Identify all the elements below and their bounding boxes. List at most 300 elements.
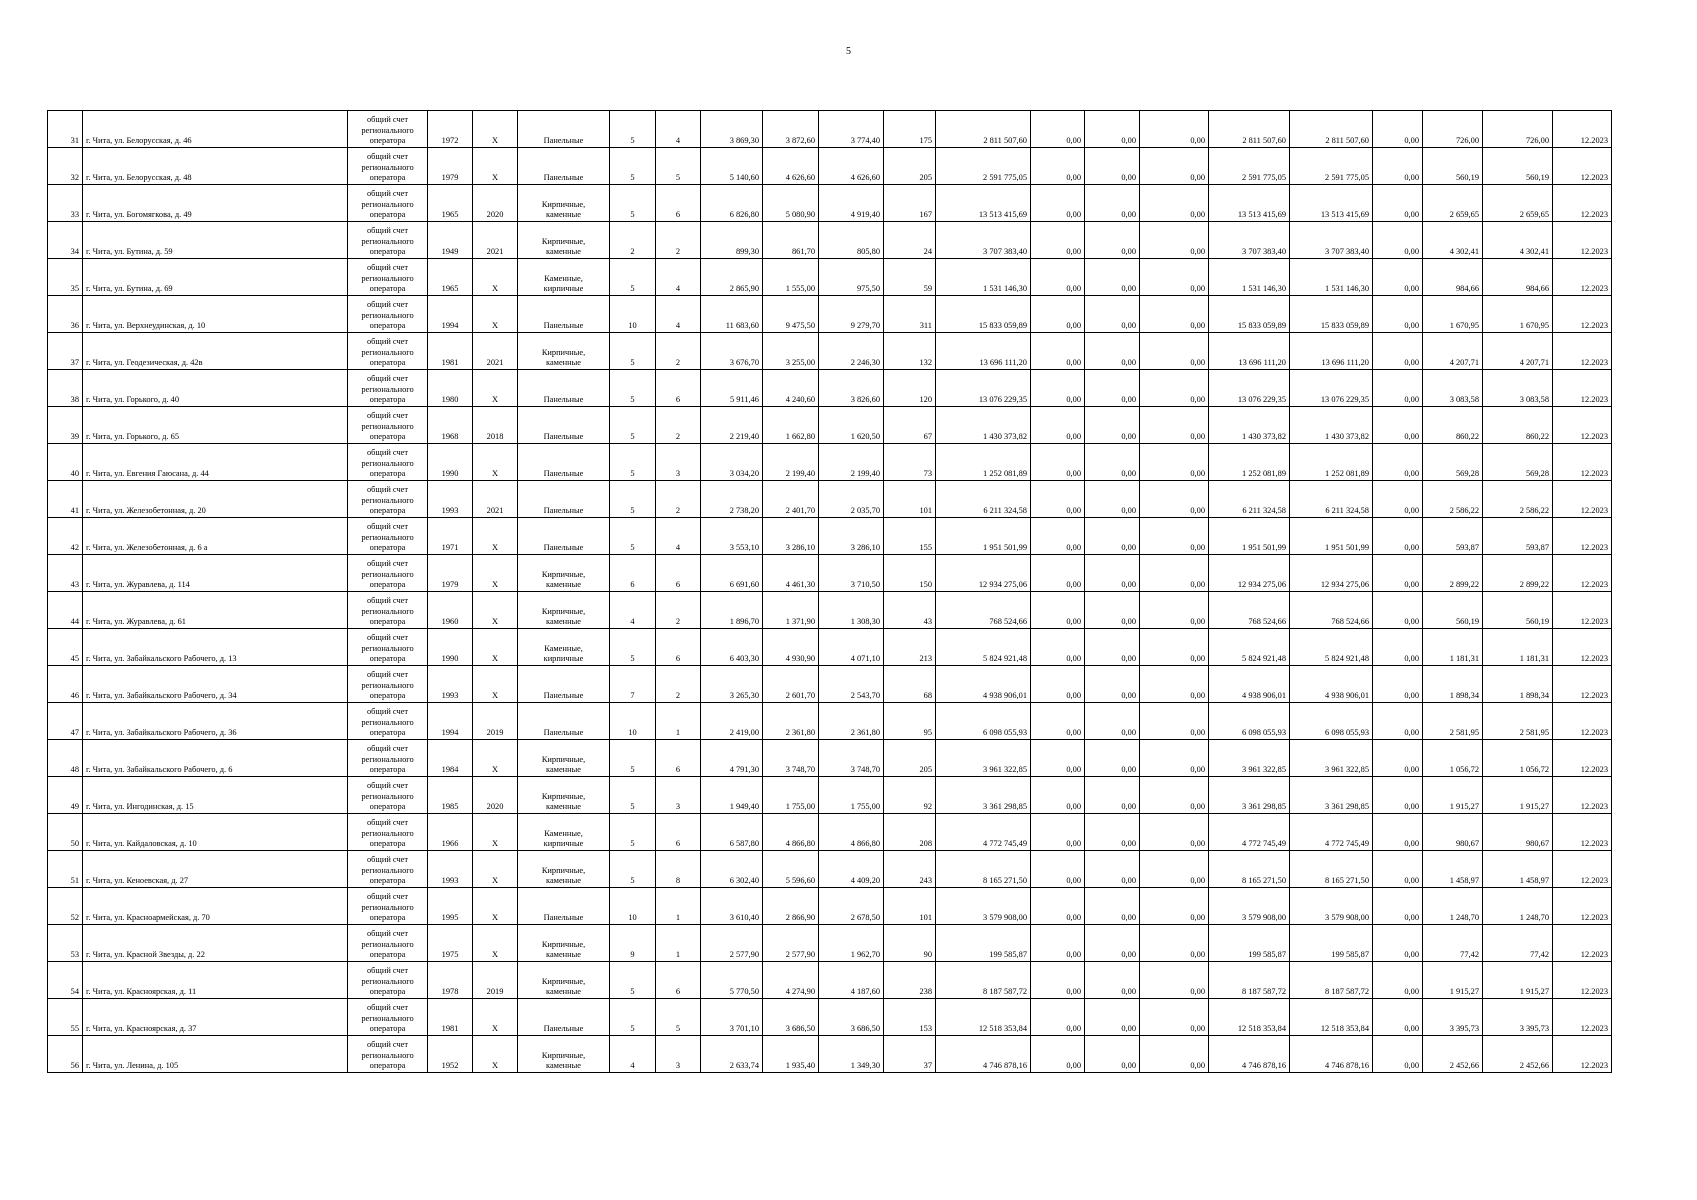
unit-cost-max-cell: 4 207,71: [1483, 333, 1553, 370]
account-cell-line: общий счет: [366, 484, 409, 494]
floors-cell: 5: [610, 814, 656, 851]
fund-other-cell: 0,00: [1373, 851, 1423, 888]
cost-total-cell: 4 772 745,49: [936, 814, 1031, 851]
fund-region-cell: 0,00: [1085, 222, 1140, 259]
account-cell-line: оператора: [369, 654, 406, 664]
address-cell: г. Чита, ул. Кайдаловская, д. 10: [83, 814, 348, 851]
fund-local-cell: 0,00: [1140, 962, 1209, 999]
fund-other-cell: 0,00: [1373, 888, 1423, 925]
residents-cell: 101: [884, 888, 936, 925]
cost-total-cell: 8 187 587,72: [936, 962, 1031, 999]
fund-federal-cell: 0,00: [1031, 962, 1085, 999]
entrances-cell: 6: [656, 185, 701, 222]
account-cell-line: оператора: [369, 432, 406, 442]
account-cell-line: общий счет: [366, 410, 409, 420]
unit-cost-cell: 1 181,31: [1423, 629, 1483, 666]
account-cell-line: оператора: [369, 247, 406, 257]
floors-cell: 5: [610, 148, 656, 185]
row-number: 53: [48, 925, 83, 962]
address-cell: г. Чита, ул. Забайкальского Рабочего, д. 34: [83, 666, 348, 703]
floors-cell: 10: [610, 888, 656, 925]
address-cell: г. Чита, ул. Белорусская, д. 48: [83, 148, 348, 185]
fund-owners-total-cell: 4 746 878,16: [1290, 1036, 1373, 1073]
fund-region-cell: 0,00: [1085, 703, 1140, 740]
fund-region-cell: 0,00: [1085, 518, 1140, 555]
account-cell-line: регионального: [361, 532, 414, 542]
fund-other-cell: 0,00: [1373, 999, 1423, 1036]
fund-local-cell: 0,00: [1140, 888, 1209, 925]
fund-other-cell: 0,00: [1373, 333, 1423, 370]
entrances-cell: 3: [656, 444, 701, 481]
area-living-cell: 2 361,80: [819, 703, 884, 740]
entrances-cell: 4: [656, 296, 701, 333]
deadline-cell: 12.2023: [1553, 407, 1612, 444]
wall-material-cell-line: каменные: [546, 210, 581, 220]
account-cell-line: регионального: [361, 199, 414, 209]
account-cell: [348, 148, 428, 185]
entrances-cell: 2: [656, 333, 701, 370]
table-row: [48, 592, 1612, 629]
account-cell-line: регионального: [361, 310, 414, 320]
fund-owners-total-cell: 1 430 373,82: [1290, 407, 1373, 444]
residents-cell: 67: [884, 407, 936, 444]
year-overhaul-cell: 2020: [473, 777, 518, 814]
wall-material-cell-line: Панельные: [543, 173, 584, 183]
table-row: [48, 814, 1612, 851]
row-number: 39: [48, 407, 83, 444]
cost-total-cell: 768 524,66: [936, 592, 1031, 629]
entrances-cell: 8: [656, 851, 701, 888]
floors-cell: 5: [610, 518, 656, 555]
area-total-cell: 2 865,90: [701, 259, 763, 296]
table-row: [48, 666, 1612, 703]
entrances-cell: 6: [656, 555, 701, 592]
year-overhaul-cell: X: [473, 444, 518, 481]
register-body: [48, 111, 1612, 1073]
entrances-cell: 1: [656, 925, 701, 962]
wall-material-cell-line: Панельные: [543, 395, 584, 405]
unit-cost-max-cell: 560,19: [1483, 592, 1553, 629]
cost-total-cell: 199 585,87: [936, 925, 1031, 962]
address-cell: г. Чита, ул. Красноармейская, д. 70: [83, 888, 348, 925]
entrances-cell: 2: [656, 592, 701, 629]
area-living-cell: 805,80: [819, 222, 884, 259]
area-premises-cell: 3 872,60: [763, 111, 819, 148]
residents-cell: 167: [884, 185, 936, 222]
fund-federal-cell: 0,00: [1031, 148, 1085, 185]
fund-federal-cell: 0,00: [1031, 666, 1085, 703]
entrances-cell: 3: [656, 777, 701, 814]
account-cell: [348, 962, 428, 999]
fund-other-cell: 0,00: [1373, 666, 1423, 703]
fund-other-cell: 0,00: [1373, 444, 1423, 481]
fund-owners-cell: 13 696 111,20: [1209, 333, 1290, 370]
year-built-cell: 1985: [428, 777, 473, 814]
wall-material-cell: [518, 1036, 610, 1073]
address-cell: г. Чита, ул. Железобетонная, д. 6 а: [83, 518, 348, 555]
area-total-cell: 6 302,40: [701, 851, 763, 888]
year-built-cell: 1978: [428, 962, 473, 999]
unit-cost-max-cell: 1 056,72: [1483, 740, 1553, 777]
area-living-cell: 1 620,50: [819, 407, 884, 444]
fund-federal-cell: 0,00: [1031, 296, 1085, 333]
account-cell-line: общий счет: [366, 225, 409, 235]
wall-material-cell-line: Кирпичные,: [541, 347, 586, 357]
fund-owners-cell: 8 165 271,50: [1209, 851, 1290, 888]
wall-material-cell-line: кирпичные: [543, 284, 584, 294]
area-living-cell: 3 774,40: [819, 111, 884, 148]
account-cell-line: общий счет: [366, 706, 409, 716]
year-built-cell: 1993: [428, 481, 473, 518]
deadline-cell: 12.2023: [1553, 703, 1612, 740]
area-total-cell: 1 949,40: [701, 777, 763, 814]
table-row: [48, 185, 1612, 222]
deadline-cell: 12.2023: [1553, 592, 1612, 629]
entrances-cell: 5: [656, 148, 701, 185]
fund-local-cell: 0,00: [1140, 555, 1209, 592]
fund-region-cell: 0,00: [1085, 999, 1140, 1036]
area-premises-cell: 3 286,10: [763, 518, 819, 555]
row-number: 47: [48, 703, 83, 740]
fund-other-cell: 0,00: [1373, 481, 1423, 518]
account-cell-line: общий счет: [366, 521, 409, 531]
area-premises-cell: 4 274,90: [763, 962, 819, 999]
account-cell-line: общий счет: [366, 817, 409, 827]
fund-federal-cell: 0,00: [1031, 592, 1085, 629]
floors-cell: 10: [610, 703, 656, 740]
year-overhaul-cell: 2018: [473, 407, 518, 444]
account-cell-line: регионального: [361, 680, 414, 690]
fund-other-cell: 0,00: [1373, 629, 1423, 666]
entrances-cell: 6: [656, 814, 701, 851]
entrances-cell: 5: [656, 999, 701, 1036]
unit-cost-max-cell: 2 581,95: [1483, 703, 1553, 740]
account-cell-line: общий счет: [366, 595, 409, 605]
address-cell: г. Чита, ул. Журавлева, д. 61: [83, 592, 348, 629]
area-total-cell: 1 896,70: [701, 592, 763, 629]
area-total-cell: 4 791,30: [701, 740, 763, 777]
area-premises-cell: 1 935,40: [763, 1036, 819, 1073]
deadline-cell: 12.2023: [1553, 999, 1612, 1036]
year-overhaul-cell: 2021: [473, 222, 518, 259]
deadline-cell: 12.2023: [1553, 259, 1612, 296]
wall-material-cell-line: Кирпичные,: [541, 569, 586, 579]
fund-other-cell: 0,00: [1373, 148, 1423, 185]
account-cell-line: оператора: [369, 876, 406, 886]
area-living-cell: 4 626,60: [819, 148, 884, 185]
address-cell: г. Чита, ул. Ингодинская, д. 15: [83, 777, 348, 814]
unit-cost-cell: 2 581,95: [1423, 703, 1483, 740]
wall-material-cell: [518, 333, 610, 370]
account-cell: [348, 629, 428, 666]
account-cell-line: оператора: [369, 691, 406, 701]
unit-cost-cell: 860,22: [1423, 407, 1483, 444]
area-premises-cell: 3 748,70: [763, 740, 819, 777]
fund-owners-total-cell: 4 938 906,01: [1290, 666, 1373, 703]
residents-cell: 37: [884, 1036, 936, 1073]
account-cell: [348, 444, 428, 481]
unit-cost-max-cell: 560,19: [1483, 148, 1553, 185]
fund-other-cell: 0,00: [1373, 370, 1423, 407]
fund-region-cell: 0,00: [1085, 444, 1140, 481]
account-cell-line: регионального: [361, 384, 414, 394]
account-cell: [348, 851, 428, 888]
account-cell-line: оператора: [369, 284, 406, 294]
area-living-cell: 4 919,40: [819, 185, 884, 222]
account-cell-line: общий счет: [366, 632, 409, 642]
year-built-cell: 1994: [428, 296, 473, 333]
wall-material-cell-line: каменные: [546, 802, 581, 812]
wall-material-cell: [518, 259, 610, 296]
area-total-cell: 5 770,50: [701, 962, 763, 999]
area-premises-cell: 2 601,70: [763, 666, 819, 703]
fund-federal-cell: 0,00: [1031, 259, 1085, 296]
floors-cell: 5: [610, 740, 656, 777]
wall-material-cell: [518, 444, 610, 481]
fund-local-cell: 0,00: [1140, 444, 1209, 481]
table-row: [48, 370, 1612, 407]
table-row: [48, 333, 1612, 370]
address-cell: г. Чита, ул. Бутина, д. 59: [83, 222, 348, 259]
floors-cell: 5: [610, 259, 656, 296]
fund-other-cell: 0,00: [1373, 518, 1423, 555]
wall-material-cell: [518, 888, 610, 925]
account-cell: [348, 518, 428, 555]
area-living-cell: 1 962,70: [819, 925, 884, 962]
area-living-cell: 2 543,70: [819, 666, 884, 703]
fund-region-cell: 0,00: [1085, 481, 1140, 518]
area-total-cell: 5 140,60: [701, 148, 763, 185]
fund-owners-total-cell: 1 531 146,30: [1290, 259, 1373, 296]
wall-material-cell: [518, 814, 610, 851]
fund-other-cell: 0,00: [1373, 740, 1423, 777]
deadline-cell: 12.2023: [1553, 888, 1612, 925]
table-row: [48, 444, 1612, 481]
cost-total-cell: 4 938 906,01: [936, 666, 1031, 703]
account-cell: [348, 666, 428, 703]
year-overhaul-cell: X: [473, 592, 518, 629]
year-overhaul-cell: X: [473, 518, 518, 555]
fund-federal-cell: 0,00: [1031, 777, 1085, 814]
unit-cost-max-cell: 1 915,27: [1483, 777, 1553, 814]
wall-material-cell: [518, 777, 610, 814]
deadline-cell: 12.2023: [1553, 740, 1612, 777]
wall-material-cell: [518, 518, 610, 555]
address-cell: г. Чита, ул. Красноярская, д. 11: [83, 962, 348, 999]
entrances-cell: 4: [656, 259, 701, 296]
fund-owners-total-cell: 8 187 587,72: [1290, 962, 1373, 999]
account-cell-line: оператора: [369, 839, 406, 849]
row-number: 49: [48, 777, 83, 814]
wall-material-cell-line: Панельные: [543, 913, 584, 923]
account-cell-line: регионального: [361, 939, 414, 949]
fund-federal-cell: 0,00: [1031, 703, 1085, 740]
area-premises-cell: 1 662,80: [763, 407, 819, 444]
table-row: [48, 518, 1612, 555]
fund-owners-cell: 199 585,87: [1209, 925, 1290, 962]
fund-owners-total-cell: 13 076 229,35: [1290, 370, 1373, 407]
fund-federal-cell: 0,00: [1031, 740, 1085, 777]
deadline-cell: 12.2023: [1553, 222, 1612, 259]
area-total-cell: 3 265,30: [701, 666, 763, 703]
floors-cell: 5: [610, 481, 656, 518]
year-overhaul-cell: X: [473, 814, 518, 851]
address-cell: г. Чита, ул. Верхнеудинская, д. 10: [83, 296, 348, 333]
wall-material-cell-line: каменные: [546, 580, 581, 590]
wall-material-cell: [518, 148, 610, 185]
cost-total-cell: 12 518 353,84: [936, 999, 1031, 1036]
account-cell-line: оператора: [369, 913, 406, 923]
unit-cost-cell: 1 915,27: [1423, 777, 1483, 814]
wall-material-cell: [518, 703, 610, 740]
fund-other-cell: 0,00: [1373, 703, 1423, 740]
wall-material-cell-line: Кирпичные,: [541, 976, 586, 986]
area-total-cell: 6 587,80: [701, 814, 763, 851]
account-cell-line: регионального: [361, 236, 414, 246]
fund-local-cell: 0,00: [1140, 111, 1209, 148]
cost-total-cell: 1 951 501,99: [936, 518, 1031, 555]
fund-local-cell: 0,00: [1140, 592, 1209, 629]
wall-material-cell-line: Панельные: [543, 691, 584, 701]
fund-local-cell: 0,00: [1140, 296, 1209, 333]
wall-material-cell: [518, 962, 610, 999]
wall-material-cell-line: Кирпичные,: [541, 199, 586, 209]
residents-cell: 243: [884, 851, 936, 888]
account-cell-line: оператора: [369, 395, 406, 405]
table-row: [48, 999, 1612, 1036]
fund-owners-cell: 4 772 745,49: [1209, 814, 1290, 851]
area-total-cell: 3 553,10: [701, 518, 763, 555]
area-living-cell: 4 071,10: [819, 629, 884, 666]
account-cell-line: оператора: [369, 580, 406, 590]
fund-local-cell: 0,00: [1140, 333, 1209, 370]
account-cell-line: оператора: [369, 469, 406, 479]
table-row: [48, 111, 1612, 148]
fund-other-cell: 0,00: [1373, 111, 1423, 148]
wall-material-cell-line: Панельные: [543, 1024, 584, 1034]
floors-cell: 5: [610, 962, 656, 999]
fund-owners-total-cell: 3 961 322,85: [1290, 740, 1373, 777]
account-cell: [348, 111, 428, 148]
wall-material-cell-line: Панельные: [543, 469, 584, 479]
unit-cost-max-cell: 1 915,27: [1483, 962, 1553, 999]
floors-cell: 5: [610, 333, 656, 370]
fund-federal-cell: 0,00: [1031, 333, 1085, 370]
fund-region-cell: 0,00: [1085, 851, 1140, 888]
fund-owners-cell: 2 591 775,05: [1209, 148, 1290, 185]
account-cell-line: общий счет: [366, 780, 409, 790]
fund-federal-cell: 0,00: [1031, 629, 1085, 666]
wall-material-cell-line: Кирпичные,: [541, 939, 586, 949]
area-total-cell: 3 869,30: [701, 111, 763, 148]
fund-other-cell: 0,00: [1373, 592, 1423, 629]
cost-total-cell: 13 696 111,20: [936, 333, 1031, 370]
floors-cell: 9: [610, 925, 656, 962]
fund-federal-cell: 0,00: [1031, 111, 1085, 148]
residents-cell: 311: [884, 296, 936, 333]
unit-cost-cell: 4 302,41: [1423, 222, 1483, 259]
fund-region-cell: 0,00: [1085, 740, 1140, 777]
fund-owners-cell: 3 361 298,85: [1209, 777, 1290, 814]
entrances-cell: 2: [656, 222, 701, 259]
fund-owners-cell: 12 518 353,84: [1209, 999, 1290, 1036]
account-cell-line: оператора: [369, 1024, 406, 1034]
fund-other-cell: 0,00: [1373, 777, 1423, 814]
fund-local-cell: 0,00: [1140, 222, 1209, 259]
wall-material-cell-line: Панельные: [543, 506, 584, 516]
floors-cell: 2: [610, 222, 656, 259]
fund-owners-total-cell: 5 824 921,48: [1290, 629, 1373, 666]
unit-cost-max-cell: 2 452,66: [1483, 1036, 1553, 1073]
address-cell: г. Чита, ул. Евгения Гаюсана, д. 44: [83, 444, 348, 481]
fund-federal-cell: 0,00: [1031, 407, 1085, 444]
area-total-cell: 3 034,20: [701, 444, 763, 481]
address-cell: г. Чита, ул. Ленина, д. 105: [83, 1036, 348, 1073]
fund-other-cell: 0,00: [1373, 925, 1423, 962]
fund-owners-total-cell: 4 772 745,49: [1290, 814, 1373, 851]
unit-cost-cell: 593,87: [1423, 518, 1483, 555]
year-overhaul-cell: X: [473, 111, 518, 148]
cost-total-cell: 3 361 298,85: [936, 777, 1031, 814]
entrances-cell: 2: [656, 666, 701, 703]
account-cell-line: общий счет: [366, 188, 409, 198]
account-cell: [348, 407, 428, 444]
year-built-cell: 1984: [428, 740, 473, 777]
address-cell: г. Чита, ул. Горького, д. 40: [83, 370, 348, 407]
wall-material-cell-line: Кирпичные,: [541, 791, 586, 801]
year-overhaul-cell: X: [473, 740, 518, 777]
table-row: [48, 925, 1612, 962]
residents-cell: 90: [884, 925, 936, 962]
account-cell-line: регионального: [361, 495, 414, 505]
fund-region-cell: 0,00: [1085, 888, 1140, 925]
fund-owners-cell: 5 824 921,48: [1209, 629, 1290, 666]
residents-cell: 43: [884, 592, 936, 629]
fund-region-cell: 0,00: [1085, 111, 1140, 148]
year-overhaul-cell: X: [473, 851, 518, 888]
year-overhaul-cell: X: [473, 629, 518, 666]
fund-owners-total-cell: 8 165 271,50: [1290, 851, 1373, 888]
unit-cost-cell: 1 670,95: [1423, 296, 1483, 333]
area-total-cell: 2 419,00: [701, 703, 763, 740]
deadline-cell: 12.2023: [1553, 185, 1612, 222]
fund-owners-cell: 4 938 906,01: [1209, 666, 1290, 703]
address-cell: г. Чита, ул. Красной Звезды, д. 22: [83, 925, 348, 962]
area-living-cell: 3 710,50: [819, 555, 884, 592]
row-number: 43: [48, 555, 83, 592]
table-row: [48, 740, 1612, 777]
area-premises-cell: 3 255,00: [763, 333, 819, 370]
entrances-cell: 2: [656, 481, 701, 518]
account-cell-line: оператора: [369, 210, 406, 220]
row-number: 48: [48, 740, 83, 777]
account-cell-line: общий счет: [366, 891, 409, 901]
area-total-cell: 6 691,60: [701, 555, 763, 592]
wall-material-cell: [518, 481, 610, 518]
residents-cell: 153: [884, 999, 936, 1036]
unit-cost-max-cell: 4 302,41: [1483, 222, 1553, 259]
fund-owners-cell: 13 513 415,69: [1209, 185, 1290, 222]
fund-federal-cell: 0,00: [1031, 481, 1085, 518]
account-cell-line: общий счет: [366, 928, 409, 938]
wall-material-cell: [518, 222, 610, 259]
residents-cell: 73: [884, 444, 936, 481]
area-premises-cell: 5 080,90: [763, 185, 819, 222]
wall-material-cell-line: кирпичные: [543, 654, 584, 664]
year-overhaul-cell: 2020: [473, 185, 518, 222]
wall-material-cell-line: Каменные,: [544, 273, 583, 283]
area-premises-cell: 3 686,50: [763, 999, 819, 1036]
